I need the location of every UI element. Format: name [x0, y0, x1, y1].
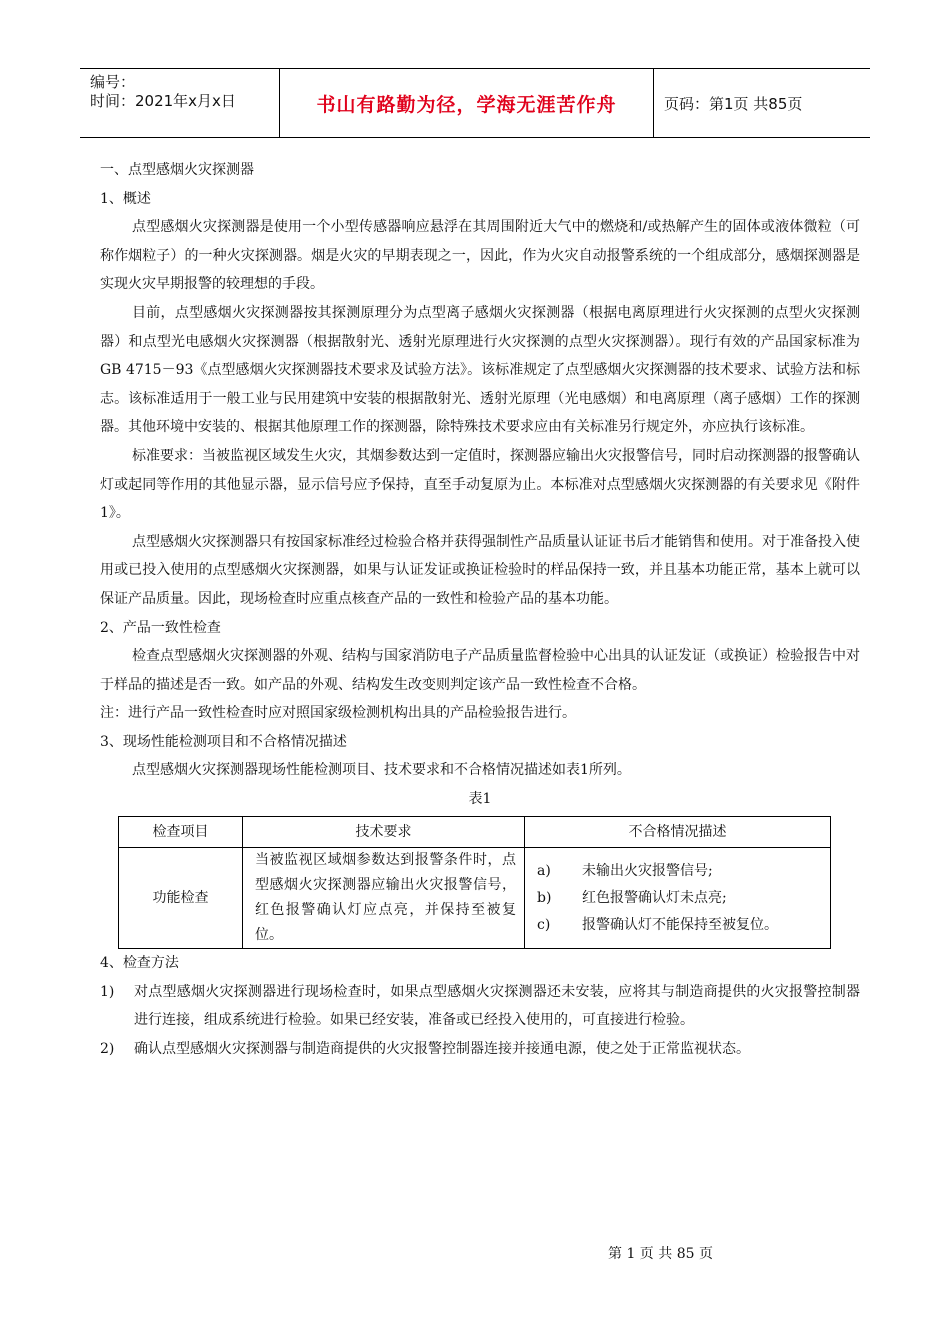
failure-text: 报警确认灯不能保持至被复位。: [582, 916, 778, 933]
header-motto: 书山有路勤为径，学海无涯苦作舟: [280, 69, 654, 137]
document-date: 时间：2021年x月x日: [90, 92, 236, 110]
failure-mark: b): [537, 889, 552, 906]
note: 注：进行产品一致性检查时应对照国家级检测机构出具的产品检验报告进行。: [100, 705, 576, 722]
list-text: 确认点型感烟火灾探测器与制造商提供的火灾报警控制器连接并接通电源，使之处于正常监视状态。: [134, 1041, 750, 1058]
list-item: [100, 1035, 860, 1064]
failure-text: 未输出火灾报警信号;: [582, 862, 713, 879]
failure-mark: a): [537, 862, 551, 879]
section-heading: 一、点型感烟火灾探测器: [100, 162, 254, 178]
failure-item: [537, 858, 830, 885]
document-number: 编号：: [90, 73, 136, 91]
list-number: 2): [100, 1041, 115, 1058]
table-header-row: [119, 816, 831, 848]
paragraph: 标准要求：当被监视区域发生火灾，其烟参数达到一定值时，探测器应输出火灾报警信号，同时启动探测器的报警确认灯或起同等作用的其他显示器，显示信号应予保持，直至手动复原为止。本标准对点型感烟火灾探测器的有关要求见《附件1》。: [100, 447, 860, 522]
failure-item: [537, 885, 830, 912]
document-body: [100, 156, 860, 1064]
subsection-heading: 3、现场性能检测项目和不合格情况描述: [100, 733, 347, 750]
table-cell-requirement: 当被监视区域烟参数达到报警条件时，点型感烟火灾探测器应输出火灾报警信号，红色报警确认灯应点亮，并保持至被复位。: [243, 848, 525, 949]
list-item: [100, 978, 860, 1035]
failure-text: 红色报警确认灯未点亮;: [582, 889, 727, 906]
list-number: 1): [100, 983, 115, 1000]
table-header-cell: 不合格情况描述: [525, 816, 831, 848]
subsection-heading: 2、产品一致性检查: [100, 619, 221, 636]
header-meta: [80, 69, 280, 137]
table-header-cell: 技术要求: [243, 816, 525, 848]
subsection-heading: 4、检查方法: [100, 955, 179, 972]
failure-item: [537, 912, 830, 939]
list-text: 对点型感烟火灾探测器进行现场检查时，如果点型感烟火灾探测器还未安装，应将其与制造商提供的火灾报警控制器进行连接，组成系统进行检验。如果已经安装，准备或已经投入使用的，可直接进行检验。: [134, 983, 860, 1029]
table-caption: 表1: [468, 791, 492, 808]
failure-mark: c): [537, 916, 551, 933]
paragraph: 检查点型感烟火灾探测器的外观、结构与国家消防电子产品质量监督检验中心出具的认证发证（或换证）检验报告中对于样品的描述是否一致。如产品的外观、结构发生改变则判定该产品一致性检查不合格。: [100, 648, 860, 693]
page-footer: 第 1 页 共 85 页: [608, 1246, 713, 1262]
table-row: [119, 848, 831, 949]
table-cell-item: 功能检查: [119, 848, 243, 949]
header-page-number: 页码：第1页 共85页: [664, 94, 803, 113]
paragraph: 点型感烟火灾探测器是使用一个小型传感器响应悬浮在其周围附近大气中的燃烧和/或热解产生的固体或液体微粒（可称作烟粒子）的一种火灾探测器。烟是火灾的早期表现之一，因此，作为火灾自动报警系统的一个组成部分，感烟探测器是实现火灾早期报警的较理想的手段。: [100, 219, 860, 293]
table-cell-failures: [525, 848, 831, 949]
page-header: [80, 68, 870, 138]
table-header-cell: 检查项目: [119, 816, 243, 848]
subsection-heading: 1、概述: [100, 190, 151, 207]
paragraph: 点型感烟火灾探测器只有按国家标准经过检验合格并获得强制性产品质量认证证书后才能销售和使用。对于准备投入使用或已投入使用的点型感烟火灾探测器，如果与认证发证或换证检验时的样品保持一致，并且基本功能正常，基本上就可以保证产品质量。因此，现场检查时应重点核查产品的一致性和检验产品的基本功能。: [100, 533, 860, 607]
inspection-table: [118, 816, 831, 950]
paragraph: 点型感烟火灾探测器现场性能检测项目、技术要求和不合格情况描述如表1所列。: [132, 762, 631, 779]
paragraph: 目前，点型感烟火灾探测器按其探测原理分为点型离子感烟火灾探测器（根据电离原理进行火灾探测的点型火灾探测器）和点型光电感烟火灾探测器（根据散射光、透射光原理进行火灾探测的点型火灾探测器）。现行有效的产品国家标准为GB 4715－93《点型感烟火灾探测器技术要求及试验方法》。该标准规定了点型感烟火灾探测器的技术要求、试验方法和标志。该标准适用于一般工业与民用建筑中安装的根据散射光、透射光原理（光电感烟）和电离原理（离子感烟）工作的探测器。其他环境中安装的、根据其他原理工作的探测器，除特殊技术要求应由有关标准另行规定外，亦应执行该标准。: [100, 304, 860, 436]
